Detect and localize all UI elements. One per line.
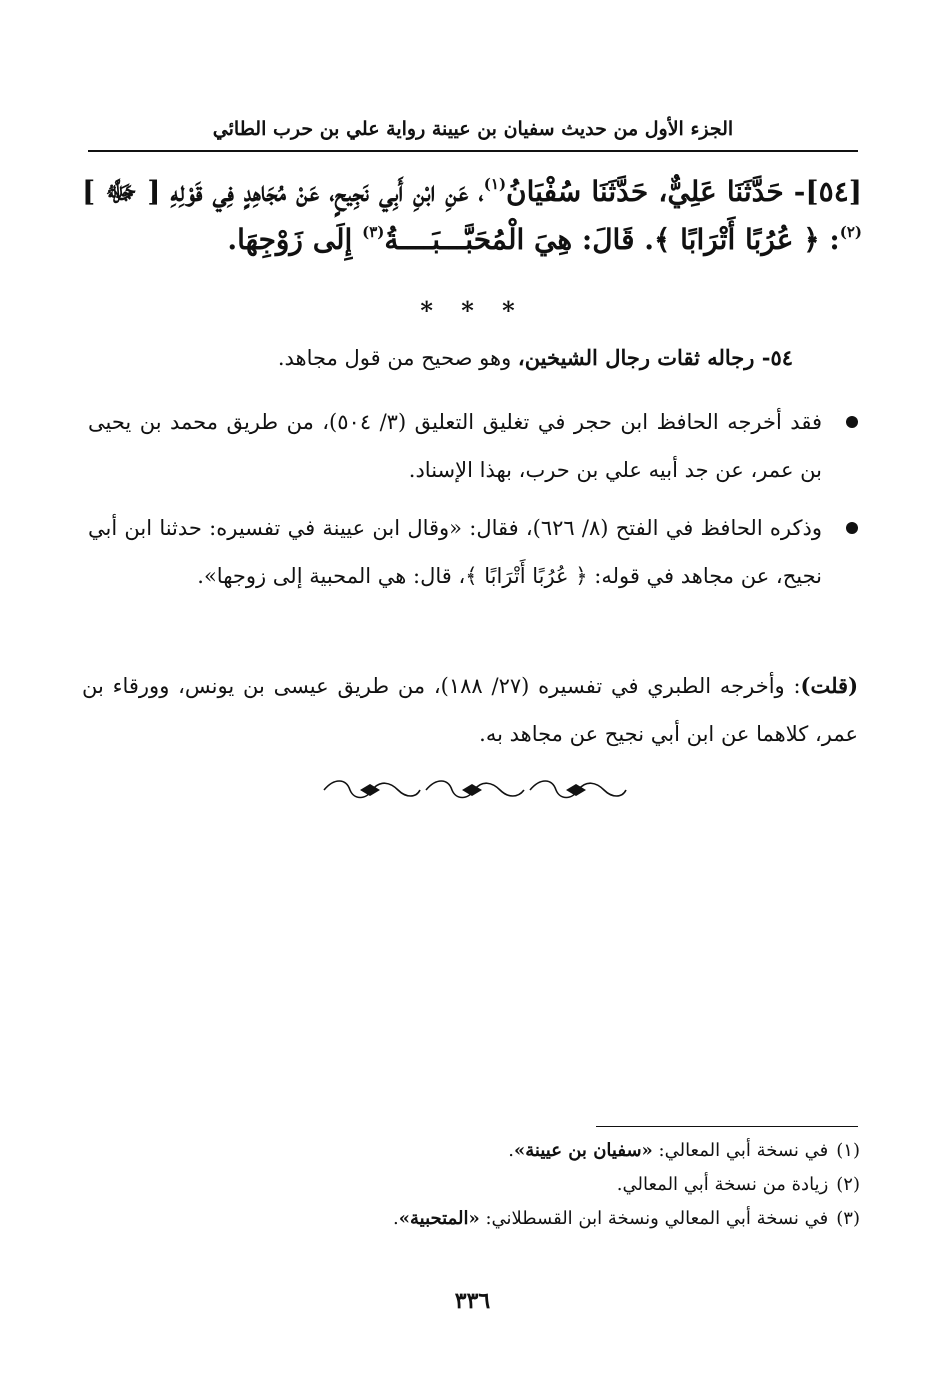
header-title: الجزء الأول من حديث سفيان بن عيينة رواية علي بن حرب الطائي (212, 118, 734, 140)
bullet-item-1 (88, 398, 858, 498)
bullet-dot-icon (846, 522, 858, 534)
bullet-dot-icon (846, 416, 858, 428)
footnote-ref-1: (١) (483, 175, 507, 193)
footnote-1: (١)في نسخة أبي المعالي: «سفيان بن عيينة». (508, 1140, 860, 1161)
commentary-rest: وهو صحيح من قول مجاهد. (277, 346, 518, 370)
footnote-ref-2: (٢) (839, 223, 862, 241)
footnote-3: (٣)في نسخة أبي المعالي ونسخة ابن القسطلاني: «المتحبية». (393, 1208, 860, 1229)
footnotes (100, 1134, 860, 1236)
section-separator: * * * (420, 296, 525, 325)
hadith-part-4: إِلَى زَوْجِهَا. (227, 223, 363, 256)
commentary-lead: ٥٤- رجاله ثقات رجال الشيخين، (517, 345, 793, 370)
bullet-text: وذكره الحافظ في الفتح (٨/ ٦٢٦)، فقال: «وقال ابن عيينة في تفسيره: حدثنا ابن أبي نجيح، عن مجاهد في قوله: ﴿ عُرُبًا أَتْرَابًا ﴾، قال: هي المحبية إلى زوجها». (88, 516, 822, 588)
footnote-divider (596, 1126, 858, 1127)
note-rest: : وأخرجه الطبري في تفسيره (٢٧/ ١٨٨)، من طريق عيسى بن يونس، وورقاء بن عمر، كلاهما عن ابن أبي نجيح عن مجاهد به. (82, 674, 858, 746)
footnote-ref-3: (٣) (362, 223, 385, 241)
hadith-part-2: ، عَنِ ابْنِ أَبِي نَجِيحٍ، عَنْ مُجَاهِدٍ فِي قَوْلِهِ [ ﷻ ] (82, 175, 484, 208)
running-header (88, 112, 858, 152)
note-lead: (قلت) (800, 673, 859, 698)
note-paragraph (82, 662, 858, 758)
bullet-item-2 (88, 504, 858, 654)
commentary-paragraph (88, 334, 793, 382)
hadith-text (82, 168, 862, 264)
page-number: ٣٣٦ (454, 1288, 491, 1314)
hadith-part-3: : ﴿ عُرُبًا أَتْرَابًا ﴾. قَالَ: هِيَ الْمُحَبَّـــبَــــةُ (384, 223, 840, 256)
footnote-2: (٢)زيادة من نسخة أبي المعالي. (616, 1174, 860, 1195)
bullet-text: فقد أخرجه الحافظ ابن حجر في تغليق التعليق (٣/ ٥٠٤)، من طريق محمد بن يحيى بن عمر، عن جد أبيه علي بن حرب، بهذا الإسناد. (88, 410, 822, 482)
hadith-part-1: [٥٤]- حَدَّثَنَا عَلِيٌّ، حَدَّثَنَا سُفْيَانُ (506, 175, 862, 208)
decorative-ornament-icon (320, 772, 630, 808)
